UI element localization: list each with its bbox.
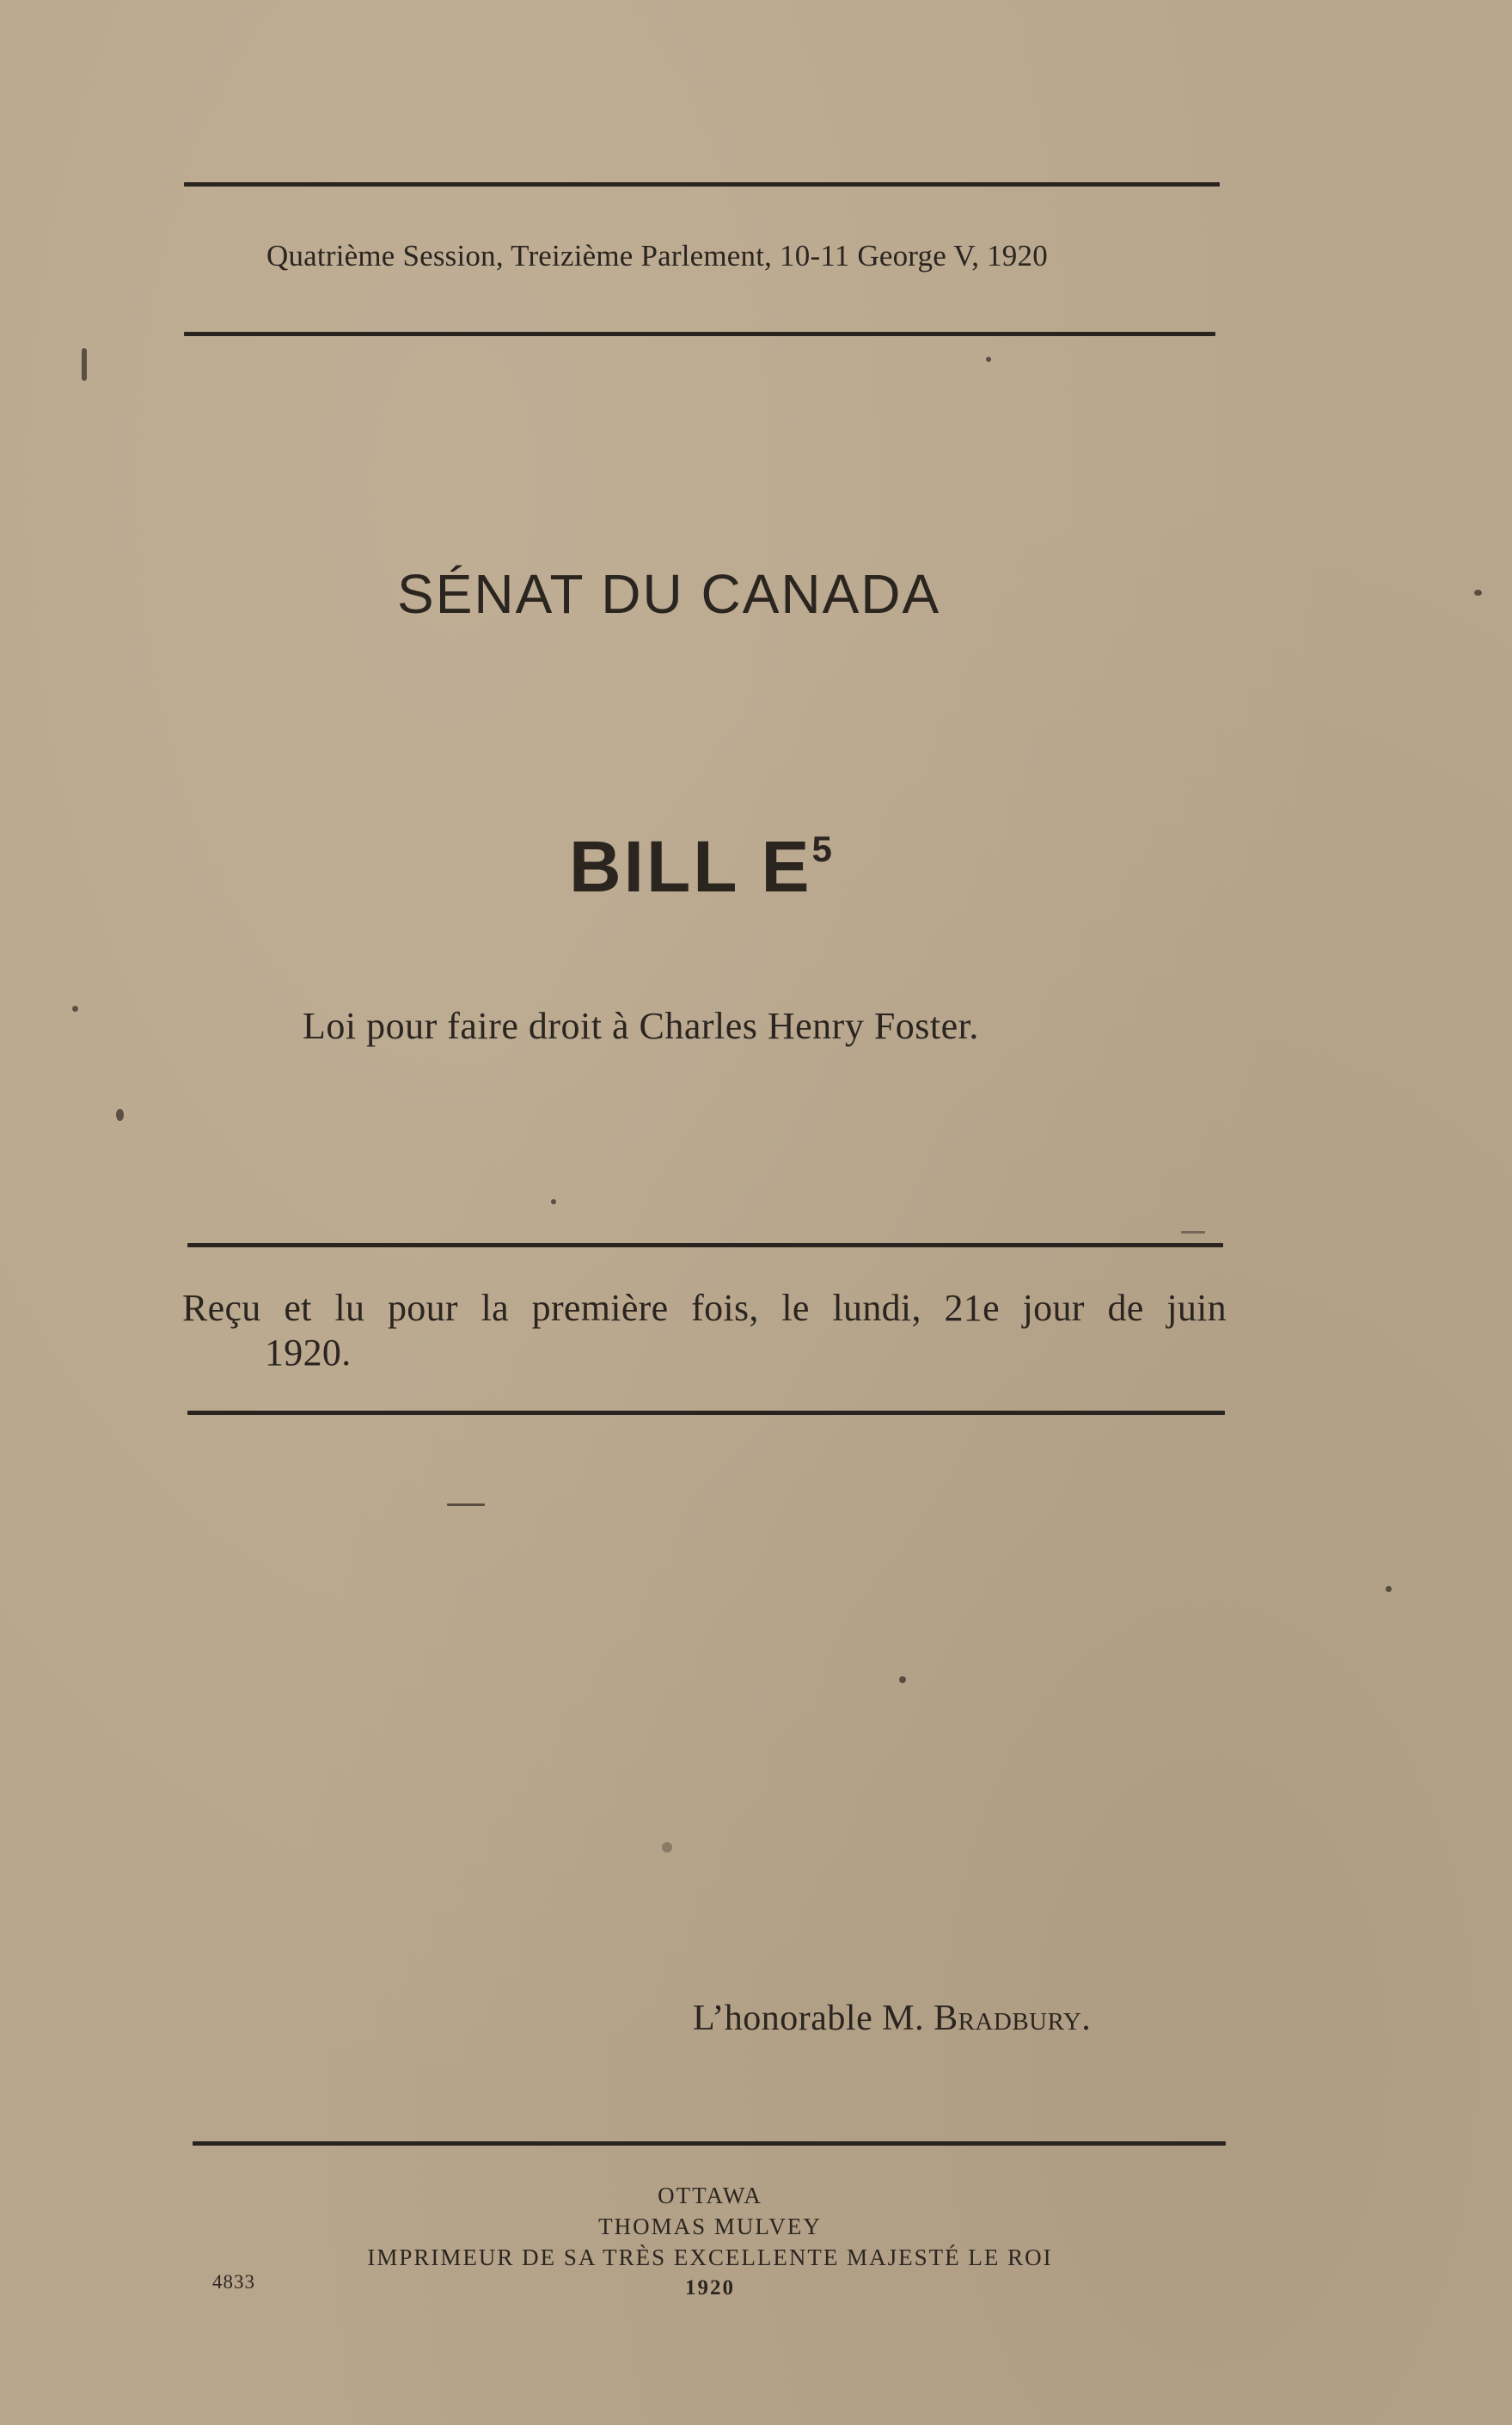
paper-speck [986,357,991,362]
imprint-top-rule [193,2141,1226,2146]
imprint-year: 1920 [685,2276,735,2299]
bill-subtitle: Loi pour faire droit à Charles Henry Foster. [303,1005,979,1047]
senate-title: SÉNAT DU CANADA [397,563,941,625]
imprint [194,2180,1226,2304]
paper-speck [447,1503,485,1506]
top-rule [184,182,1220,187]
first-reading-line-2: 1920. [265,1332,352,1374]
imprint-printer: THOMAS MULVEY [598,2214,822,2239]
paper-speck [116,1109,124,1121]
print-number: 4833 [212,2271,255,2293]
paper-speck [72,1006,78,1012]
paper-speck [899,1676,906,1683]
first-reading-note [182,1286,1227,1375]
bill-label: BILL E [569,826,812,907]
sponsor-name: Bradbury. [934,1999,1092,2038]
imprint-title: IMPRIMEUR DE SA TRÈS EXCELLENTE MAJESTÉ LE ROI [367,2244,1053,2270]
paper-speck [1181,1231,1205,1234]
bill-title [569,825,835,909]
paper-speck [551,1199,556,1204]
paper-speck [1386,1586,1392,1592]
first-reading-line-1: Reçu et lu pour la première fois, le lundi, 21e jour de juin [182,1287,1227,1329]
sponsor-prefix: L’honorable M. [693,1999,925,2038]
paper-speck [662,1842,672,1852]
reading-bottom-rule [187,1411,1225,1415]
paper-speck [82,348,87,381]
bill-number-superscript: 5 [811,829,835,869]
paper-speck [1474,590,1482,596]
session-header: Quatrième Session, Treizième Parlement, 10-11 George V, 1920 [266,239,1048,273]
reading-top-rule [187,1243,1223,1247]
sponsor [693,1998,1091,2039]
header-bottom-rule [184,332,1215,336]
imprint-city: OTTAWA [658,2183,762,2208]
